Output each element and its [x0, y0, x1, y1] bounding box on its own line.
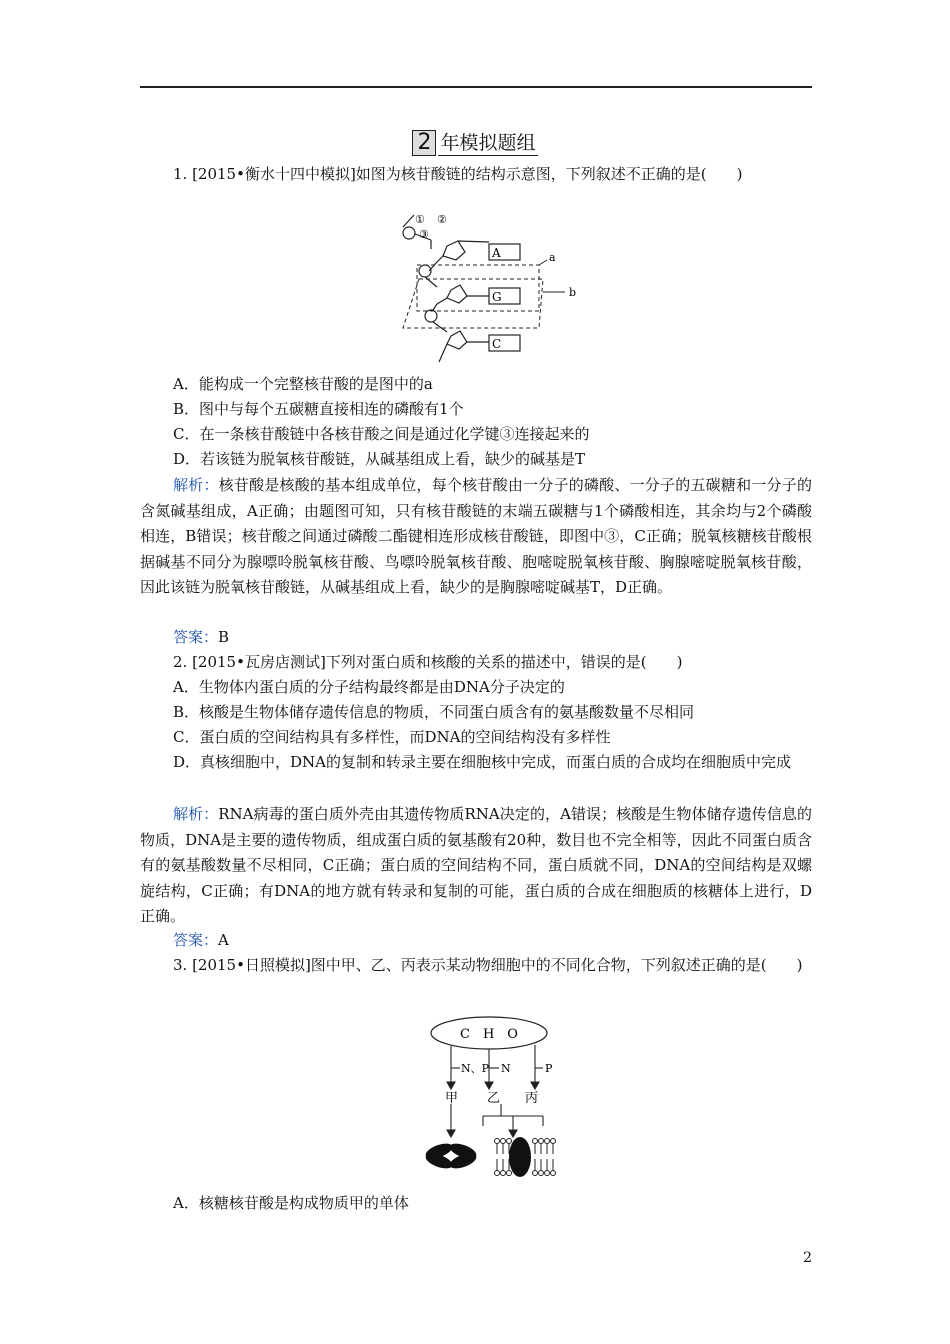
nucleotide-chain-diagram — [395, 212, 595, 367]
label-a: a — [549, 251, 556, 264]
q1-option-d: D．若该链为脱氧核苷酸链，从碱基组成上看，缺少的碱基是T — [173, 450, 586, 468]
arrow-label-np: N、P — [461, 1062, 490, 1075]
label-jia: 甲 — [445, 1091, 459, 1106]
chromosome-icon — [425, 1141, 478, 1172]
q2-option-d: D．真核细胞中，DNA的复制和转录主要在细胞核中完成，而蛋白质的合成均在细胞质中完成 — [173, 753, 792, 771]
base-c: C — [492, 337, 502, 351]
q1-answer-value: B — [218, 628, 230, 646]
section-title-text: 年模拟题组 — [438, 128, 537, 156]
q1-option-c: C．在一条核苷酸链中各核苷酸之间是通过化学键③连接起来的 — [173, 425, 590, 443]
elements-cho: C H O — [460, 1027, 518, 1042]
bond-2: ② — [437, 213, 447, 226]
base-a: A — [492, 246, 501, 260]
compound-diagram — [425, 1016, 575, 1178]
q2-answer — [140, 928, 812, 954]
section-number: 2 — [412, 130, 436, 156]
q1-analysis-label: 解析： — [173, 476, 219, 494]
q1-answer-label: 答案： — [173, 628, 219, 646]
membrane-protein-icon — [495, 1137, 556, 1177]
label-bing: 丙 — [525, 1091, 539, 1106]
arrow-label-p: P — [545, 1062, 553, 1075]
q2-answer-value: A — [218, 931, 229, 949]
q1-option-b: B．图中与每个五碳糖直接相连的磷酸有1个 — [173, 400, 464, 418]
bond-3: ③ — [419, 228, 429, 241]
q2-answer-label: 答案： — [173, 931, 219, 949]
q2-analysis — [140, 802, 812, 930]
bond-1: ① — [415, 213, 425, 226]
section-title — [0, 128, 950, 156]
q3-option-a: A．核糖核苷酸是构成物质甲的单体 — [173, 1194, 409, 1212]
q1-stem: 1. [2015•衡水十四中模拟]如图为核苷酸链的结构示意图，下列叙述不正确的是( ) — [173, 165, 743, 183]
q1-analysis — [140, 473, 812, 601]
q2-analysis-label: 解析： — [173, 805, 219, 823]
base-g: G — [492, 290, 502, 304]
arrow-label-n: N — [501, 1062, 511, 1075]
q2-analysis-text: RNA病毒的蛋白质外壳由其遗传物质RNA决定的，A错误；核酸是生物体储存遗传信息的物质，DNA是主要的遗传物质，组成蛋白质的氨基酸有20种，数目也不完全相等，因此不同蛋白质含有的氨基酸数量不尽相同，C正确；蛋白质的空间结构不同，蛋白质就不同，DNA的空间结构是双螺旋结构，C正确；有DNA的地方就有转录和复制的可能，蛋白质的合成在细胞质的核糖体上进行，D正确。 — [140, 805, 812, 925]
q3-stem: 3. [2015•日照模拟]图中甲、乙、丙表示某动物细胞中的不同化合物，下列叙述正确的是( ) — [173, 956, 803, 974]
q2-option-a: A．生物体内蛋白质的分子结构最终都是由DNA分子决定的 — [173, 678, 565, 696]
q1-option-a: A．能构成一个完整核苷酸的是图中的a — [173, 375, 433, 393]
page-number: 2 — [803, 1250, 812, 1266]
label-yi: 乙 — [487, 1091, 501, 1106]
header-rule — [140, 86, 812, 88]
q1-answer — [140, 625, 812, 651]
q1-analysis-text: 核苷酸是核酸的基本组成单位，每个核苷酸由一分子的磷酸、一分子的五碳糖和一分子的含氮碱基组成，A正确；由题图可知，只有核苷酸链的末端五碳糖与1个磷酸相连，其余均与2个磷酸相连，B错误；核苷酸之间通过磷酸二酯键相连形成核苷酸链，即图中③，C正确；脱氧核糖核苷酸根据碱基不同分为腺嘌呤脱氧核苷酸、鸟嘌呤脱氧核苷酸、胞嘧啶脱氧核苷酸、胸腺嘧啶脱氧核苷酸，因此该链为脱氧核苷酸链，从碱基组成上看，缺少的是胸腺嘧啶碱基T，D正确。 — [140, 476, 812, 596]
q2-option-c: C．蛋白质的空间结构具有多样性，而DNA的空间结构没有多样性 — [173, 728, 611, 746]
label-b: b — [569, 286, 577, 299]
q2-option-b: B．核酸是生物体储存遗传信息的物质，不同蛋白质含有的氨基酸数量不尽相同 — [173, 703, 695, 721]
q2-stem: 2. [2015•瓦房店测试]下列对蛋白质和核酸的关系的描述中，错误的是( ) — [173, 653, 683, 671]
